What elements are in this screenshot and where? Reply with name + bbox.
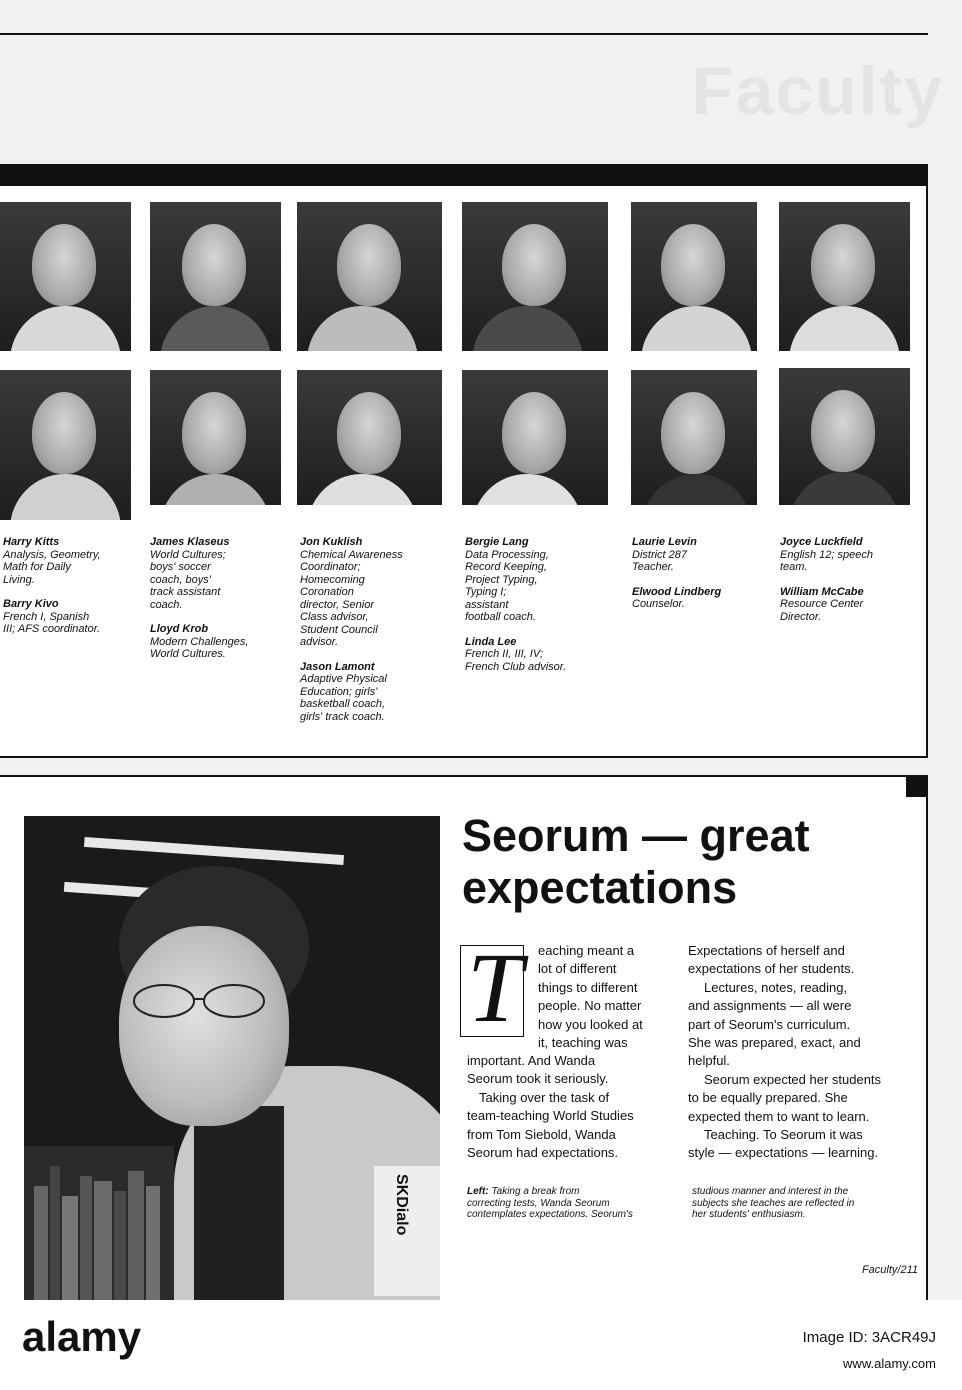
portrait-photo [150,370,281,505]
faculty-caption-col-1: Harry Kitts Analysis, Geometry, Math for Daily Living. Barry Kivo French I, Spanish III; AFS coordinator. [3,536,138,636]
faculty-name: Linda Lee [465,635,517,648]
turtleneck [194,1106,284,1300]
faculty-name: Jon Kuklish [300,536,363,548]
image-id-label: Image ID: 3ACR49J [802,1329,936,1346]
faculty-caption-col-3: Jon Kuklish Chemical Awareness Coordinator; Homecoming Coronation director, Senior Class advisor, Student Council advisor. Jason Lamont Adaptive Physical Education; girls' basketball coach, girls' track coach. [300,536,450,723]
faculty-caption-col-2: James Klaseus World Cultures; boys' soccer coach, boys' track assistant coach. Lloyd Krob Modern Challenges, World Cultures. [150,536,285,661]
page-folio: Faculty/211 [861,1264,918,1276]
faculty-name: James Klaseus [150,536,230,548]
portrait-photo [297,370,442,505]
faculty-name: Jason Lamont [300,660,375,673]
article-body-col-1-indented: eaching meant a lot of different things to different people. No matter how you looked at it, teaching was [538,943,643,1051]
portrait-photo [297,202,442,351]
portrait-photo [779,202,910,351]
drop-cap: T [460,945,524,1037]
face [119,926,289,1126]
faculty-name: Barry Kivo [3,598,59,610]
article-body-col-2: Expectations of herself and expectations of her students. Lectures, notes, reading, and assignments — all were part of Seorum's curriculum. She was prepared, exact, and helpful. Seorum expected her students to be equally prepared. She expected them to want to learn. Teaching. To Seorum it was style — expectations — learning. [688,943,882,1161]
faculty-name: Elwood Lindberg [632,585,722,598]
portrait-photo [462,370,608,505]
photo-caption-right: studious manner and interest in the subjects she teaches are reflected in her students' enthusiasm. [692,1186,855,1220]
ghost-section-title: Faculty [691,53,944,129]
library-sign: SKDialo [374,1166,440,1296]
portrait-photo [462,202,608,351]
faculty-caption-col-4: Bergie Lang Data Processing, Record Keeping, Project Typing, Typing I; assistant football coach. Linda Lee French II, III, IV; French Club advisor. [465,536,615,673]
faculty-caption-col-6: Joyce Luckfield English 12; speech team. William McCabe Resource Center Director. [780,536,915,623]
portrait-photo [0,370,131,520]
article-body-col-1: important. And Wanda Seorum took it seriously. Taking over the task of team-teaching World Studies from Tom Siebold, Wanda Seorum had expectations. [467,1053,634,1161]
faculty-name: William McCabe [780,585,864,598]
glasses-icon [124,981,274,1021]
portrait-photo [0,202,131,351]
faculty-name: Joyce Luckfield [780,536,863,548]
top-rule [0,33,928,35]
feature-photo [24,816,440,1300]
portrait-photo [631,202,757,351]
photo-caption-left: Left: Taking a break from correcting tests, Wanda Seorum contemplates expectations. Seorum's [467,1186,633,1220]
portrait-photo [779,368,910,505]
bookshelf [24,1146,174,1300]
portrait-photo [150,202,281,351]
faculty-name: Lloyd Krob [150,623,209,635]
box-corner-bar [906,777,926,797]
faculty-name: Laurie Levin [632,536,697,548]
portrait-photo [631,370,757,505]
faculty-name: Harry Kitts [3,536,60,548]
watermark-url: www.alamy.com [843,1356,936,1371]
alamy-logo: alamy [22,1313,142,1360]
article-headline: Seorum — great expectations [462,810,810,913]
faculty-caption-col-5: Laurie Levin District 287 Teacher. Elwood Lindberg Counselor. [632,536,767,611]
box-top-bar [0,164,926,186]
faculty-name: Bergie Lang [465,536,529,548]
